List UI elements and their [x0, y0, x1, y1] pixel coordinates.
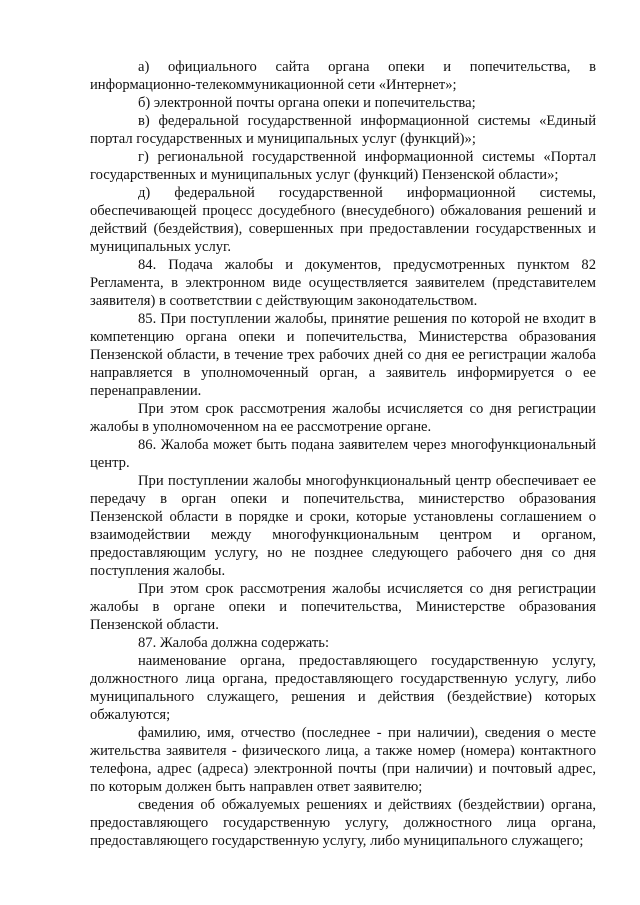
paragraph-clause-85-term: При этом срок рассмотрения жалобы исчисляется со дня регистрации жалобы в уполномоченном на ее рассмотрение органе. [90, 401, 596, 435]
paragraph-clause-87-name: наименование органа, предоставляющего государственную услугу, должностного лица органа, предоставляющего государственную услугу, либо муниципального служащего, решения и действия (бездействие) которых обжалуются; [90, 653, 596, 723]
paragraph-clause-87-decisions: сведения об обжалуемых решениях и действиях (бездействии) органа, предоставляющего государственную услугу, должностного лица органа, предоставляющего государственную услугу, либо муниципального служащего; [90, 797, 596, 849]
paragraph-item-b: б) электронной почты органа опеки и попечительства; [138, 95, 476, 111]
paragraph-clause-87: 87. Жалоба должна содержать: [138, 635, 329, 651]
paragraph-clause-86-term: При этом срок рассмотрения жалобы исчисляется со дня регистрации жалобы в органе опеки и попечительства, Министерстве образования Пензенской области. [90, 581, 596, 633]
paragraph-clause-85: 85. При поступлении жалобы, принятие решения по которой не входит в компетенцию органа опеки и попечительства, Министерства образования Пензенской области, в течение трех рабочих дней со дня ее регистрации жалоба направляется в уполномоченный орган, а заявитель информируется о ее перенаправлении. [90, 311, 596, 399]
document-page [90, 58, 596, 850]
paragraph-item-a: а) официального сайта органа опеки и попечительства, в информационно-телекоммуникационной сети «Интернет»; [90, 59, 596, 93]
paragraph-clause-86-mfc: При поступлении жалобы многофункциональный центр обеспечивает ее передачу в орган опеки и попечительства, министерство образования Пензенской области в порядке и сроки, которые установлены соглашением о взаимодействии между многофункциональным центром и органом, предоставляющим услугу, но не позднее следующего рабочего дня со дня поступления жалобы. [90, 473, 596, 579]
paragraph-item-g: г) региональной государственной информационной системы «Портал государственных и муниципальных услуг (функций) Пензенской области»; [90, 149, 596, 183]
paragraph-clause-87-applicant: фамилию, имя, отчество (последнее - при наличии), сведения о месте жительства заявителя - физического лица, а также номер (номера) контактного телефона, адрес (адреса) электронной почты (при наличии) и почтовый адрес, по которым должен быть направлен ответ заявителю; [90, 725, 596, 795]
paragraph-item-d: д) федеральной государственной информационной системы, обеспечивающей процесс досудебного (внесудебного) обжалования решений и действий (бездействия), совершенных при предоставлении государственных и муниципальных услуг. [90, 185, 596, 255]
paragraph-item-v: в) федеральной государственной информационной системы «Единый портал государственных и муниципальных услуг (функций)»; [90, 113, 596, 147]
paragraph-clause-86: 86. Жалоба может быть подана заявителем через многофункциональный центр. [90, 437, 596, 471]
paragraph-clause-84: 84. Подача жалобы и документов, предусмотренных пунктом 82 Регламента, в электронном виде осуществляется заявителем (представителем заявителя) в соответствии с действующим законодательством. [90, 257, 596, 309]
